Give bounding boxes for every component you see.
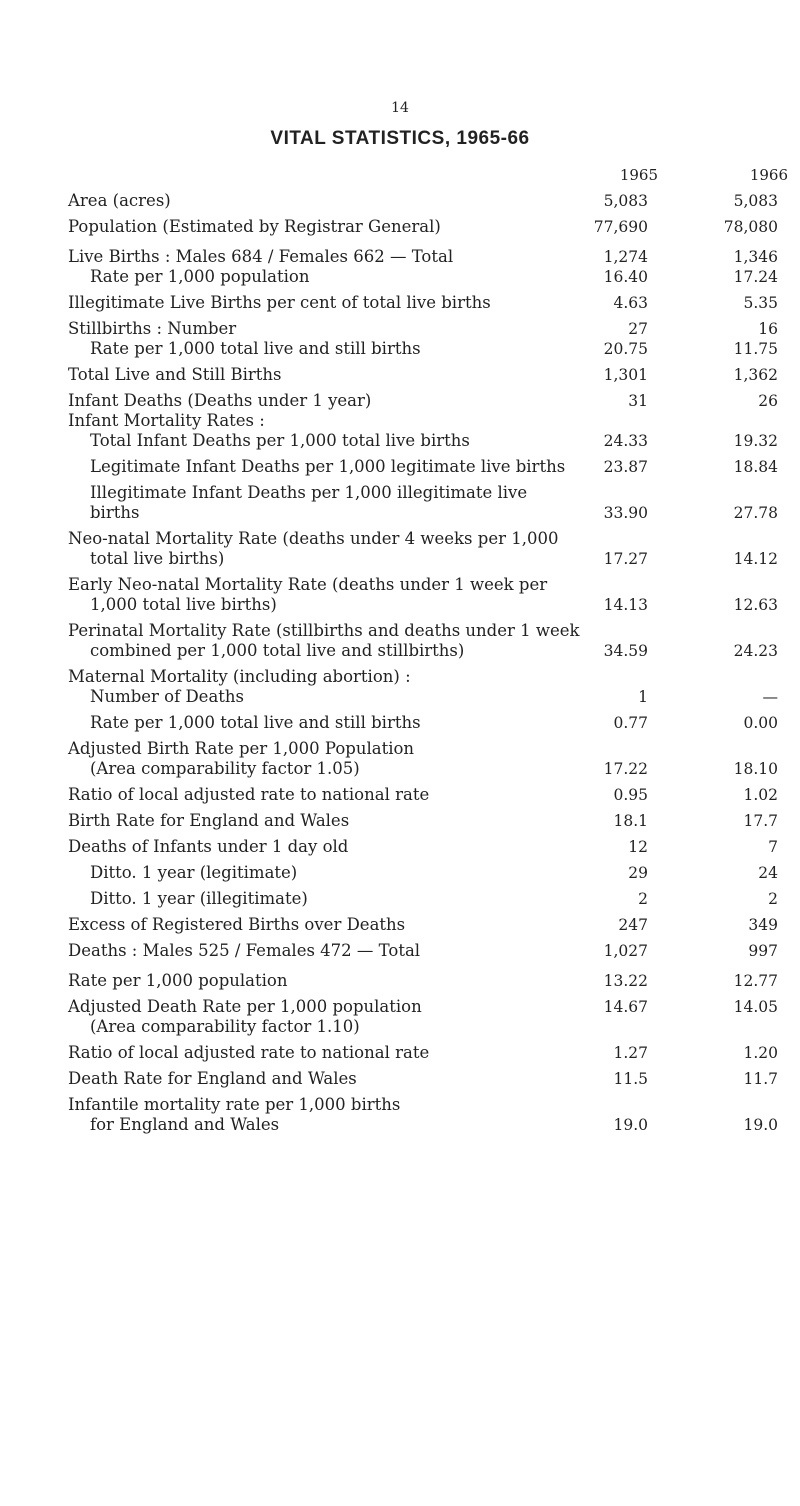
value-1965: 5,083 [603,192,648,210]
row-label: Early Neo-natal Mortality Rate (deaths under 1 week per [68,575,548,594]
value-1965: 34.59 [603,642,648,660]
value-1965: 33.90 [603,504,648,522]
row-label: Infant Mortality Rates : [68,411,265,430]
value-1965: 20.75 [603,340,648,358]
row-label: Birth Rate for England and Wales [68,811,350,830]
value-1965: 17.22 [603,760,648,778]
value-1965: 2 [638,890,648,908]
row-label: Total Live and Still Births [68,365,282,384]
row-label: for England and Wales [90,1115,280,1134]
value-1966: — [762,688,778,706]
value-1966: 2 [768,890,778,908]
value-1965: 16.40 [603,268,648,286]
value-1966: 349 [748,916,778,934]
row-label: Deaths of Infants under 1 day old [68,837,349,856]
value-1965: 0.95 [613,786,648,804]
row-label: Population (Estimated by Registrar General) [68,217,441,236]
row-label: Ditto. 1 year (illegitimate) [90,889,308,908]
row-label: Live Births : Males 684 / Females 662 — Total [68,247,454,266]
value-1965: 11.5 [613,1070,648,1088]
value-1965: 24.33 [603,432,648,450]
row-label: Illegitimate Live Births per cent of total live births [68,293,491,312]
row-label: Total Infant Deaths per 1,000 total live births [90,431,470,450]
row-label: Rate per 1,000 total live and still births [90,339,421,358]
row-label: Adjusted Death Rate per 1,000 population [68,997,422,1016]
value-1965: 18.1 [613,812,648,830]
value-1966: 18.10 [733,760,778,778]
row-label: births [90,503,140,522]
value-1965: 29 [628,864,648,882]
value-1966: 5,083 [733,192,778,210]
value-1966: 1,362 [733,366,778,384]
value-1966: 7 [768,838,778,856]
value-1966: 24 [758,864,778,882]
value-1965: 31 [628,392,648,410]
value-1966: 26 [758,392,778,410]
value-1965: 1,274 [603,248,648,266]
value-1965: 13.22 [603,972,648,990]
value-1966: 18.84 [733,458,778,476]
value-1966: 11.75 [733,340,778,358]
value-1966: 16 [758,320,778,338]
row-label: (Area comparability factor 1.05) [90,759,360,778]
row-label: Adjusted Birth Rate per 1,000 Population [68,739,415,758]
page-number: 14 [391,100,409,116]
row-label: Rate per 1,000 population [68,971,288,990]
row-label: Excess of Registered Births over Deaths [68,915,406,934]
row-label: 1,000 total live births) [90,595,277,614]
value-1966: 997 [748,942,778,960]
row-label: Death Rate for England and Wales [68,1069,357,1088]
page-title: VITAL STATISTICS, 1965-66 [270,128,530,149]
year-header-1966: 1966 [749,166,788,184]
row-label: combined per 1,000 total live and stillbirths) [90,641,465,660]
row-label: Area (acres) [68,191,171,210]
row-label: Number of Deaths [90,687,245,706]
value-1966: 17.7 [743,812,778,830]
value-1965: 1 [638,688,648,706]
row-label: (Area comparability factor 1.10) [90,1017,360,1036]
row-label: Ratio of local adjusted rate to national rate [68,785,430,804]
value-1966: 1.02 [743,786,778,804]
year-header-1965: 1965 [619,166,658,184]
value-1965: 1,027 [603,942,648,960]
value-1966: 78,080 [723,218,778,236]
row-label: total live births) [90,549,225,568]
row-label: Rate per 1,000 total live and still births [90,713,421,732]
row-label: Neo-natal Mortality Rate (deaths under 4 weeks per 1,000 [68,529,559,548]
row-label: Rate per 1,000 population [90,267,310,286]
value-1966: 1.20 [743,1044,778,1062]
value-1965: 23.87 [603,458,648,476]
value-1966: 24.23 [733,642,778,660]
row-label: Infantile mortality rate per 1,000 births [68,1095,401,1114]
value-1965: 77,690 [593,218,648,236]
value-1966: 0.00 [743,714,778,732]
row-label: Deaths : Males 525 / Females 472 — Total [68,941,421,960]
value-1965: 17.27 [603,550,648,568]
value-1966: 17.24 [733,268,778,286]
value-1965: 4.63 [613,294,648,312]
row-label: Ditto. 1 year (legitimate) [90,863,298,882]
value-1965: 27 [628,320,648,338]
value-1966: 1,346 [733,248,778,266]
value-1965: 1,301 [603,366,648,384]
value-1966: 19.0 [743,1116,778,1134]
row-label: Ratio of local adjusted rate to national rate [68,1043,430,1062]
value-1966: 12.63 [733,596,778,614]
row-label: Legitimate Infant Deaths per 1,000 legitimate live births [90,457,566,476]
value-1966: 14.12 [733,550,778,568]
value-1965: 247 [618,916,648,934]
value-1966: 12.77 [733,972,778,990]
row-label: Infant Deaths (Deaths under 1 year) [68,391,372,410]
value-1966: 19.32 [733,432,778,450]
row-label: Stillbirths : Number [68,319,237,338]
row-label: Illegitimate Infant Deaths per 1,000 illegitimate live [90,483,528,502]
row-label: Maternal Mortality (including abortion) : [68,667,411,686]
value-1966: 14.05 [733,998,778,1016]
value-1965: 19.0 [613,1116,648,1134]
value-1966: 27.78 [733,504,778,522]
value-1965: 1.27 [613,1044,648,1062]
value-1965: 12 [628,838,648,856]
value-1965: 14.67 [603,998,648,1016]
value-1965: 14.13 [603,596,648,614]
value-1965: 0.77 [613,714,648,732]
value-1966: 11.7 [743,1070,778,1088]
row-label: Perinatal Mortality Rate (stillbirths and deaths under 1 week [68,621,580,640]
value-1966: 5.35 [743,294,778,312]
